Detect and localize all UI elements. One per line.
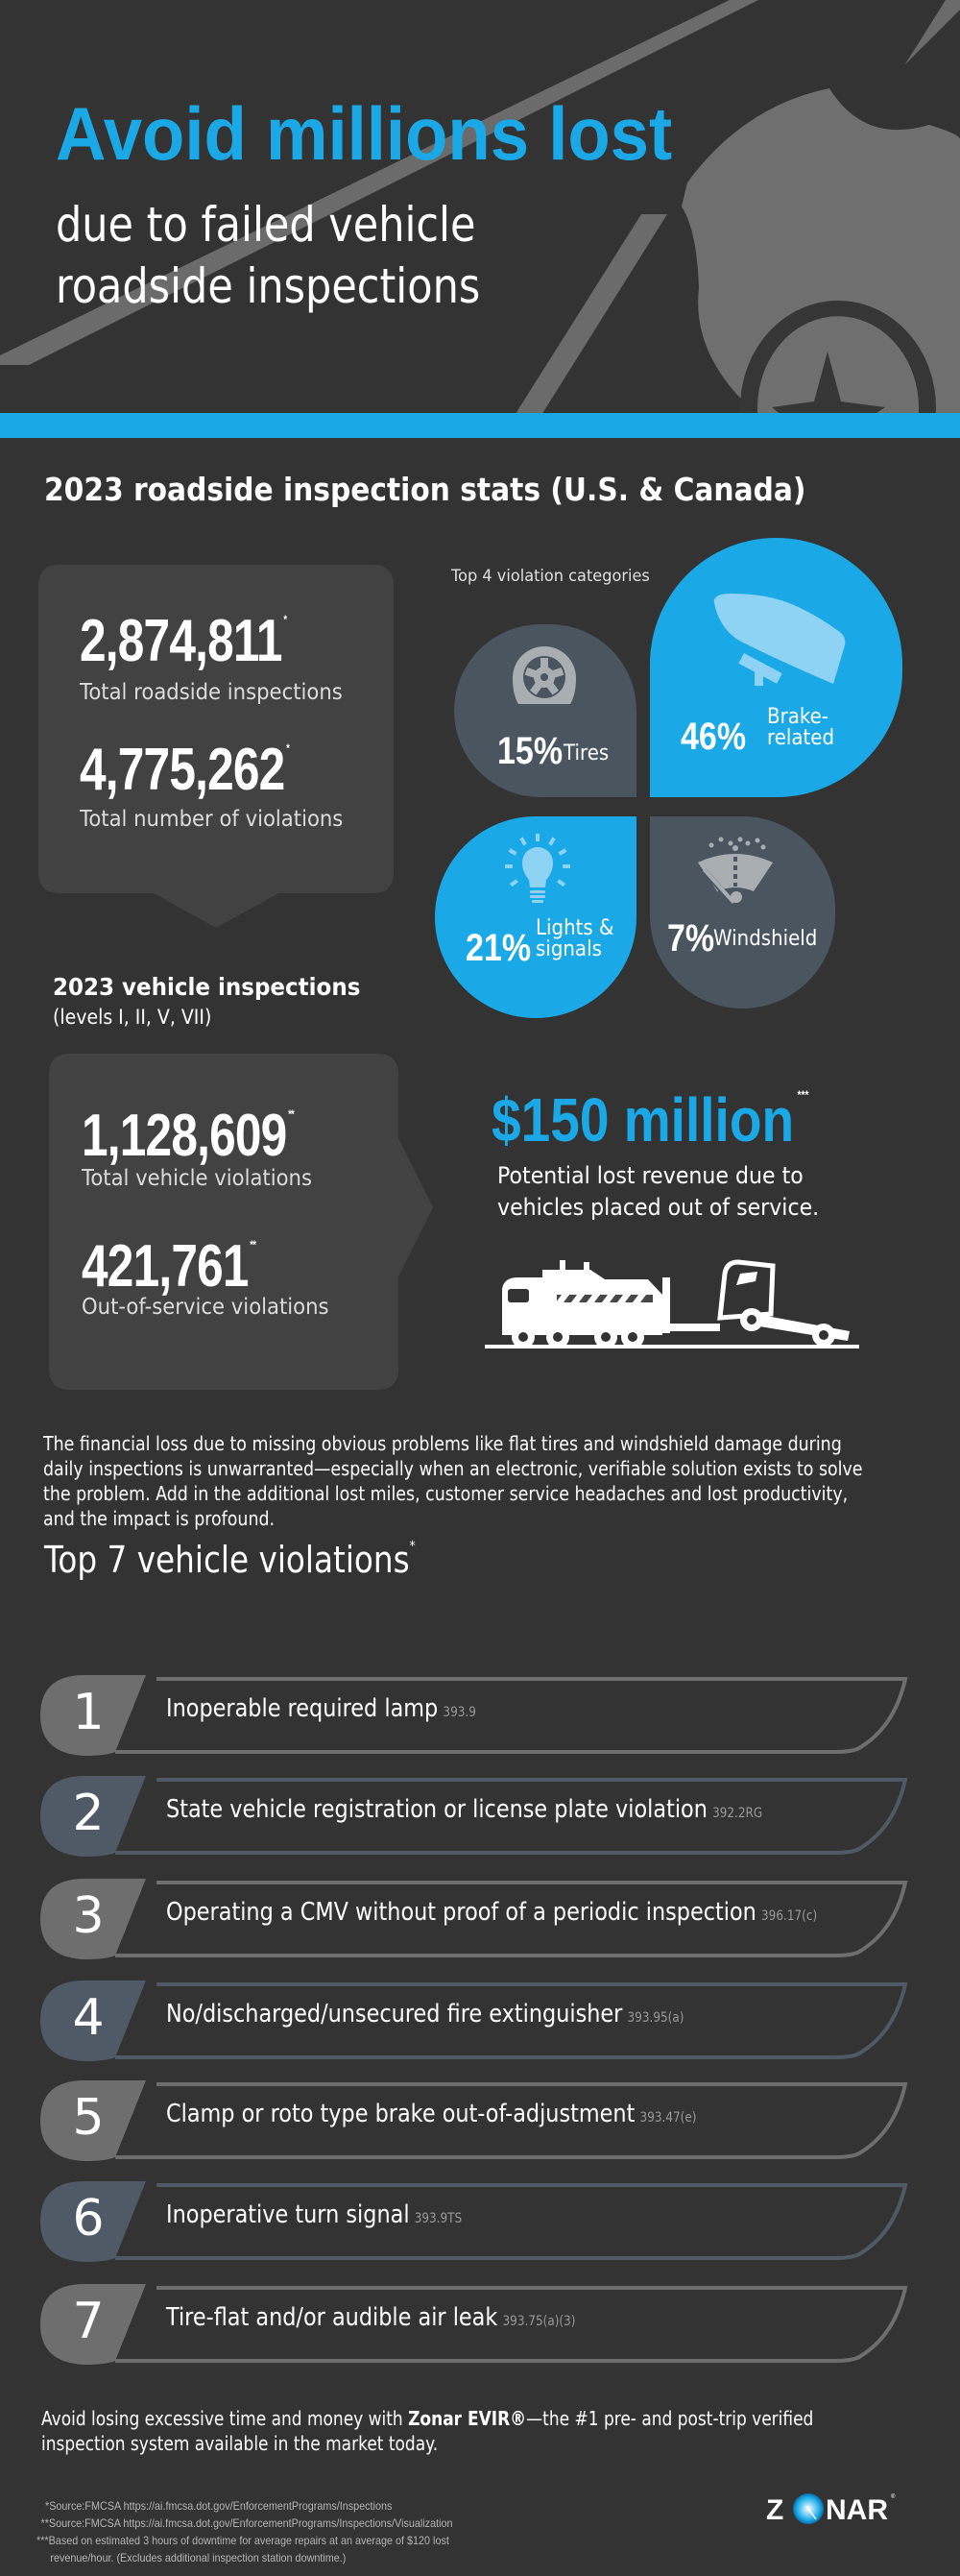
footnote-3-cont: revenue/hour. (Excludes additional inspection station downtime.) <box>50 2551 347 2564</box>
violation-text: Operating a CMV without proof of a periodic inspection 396.17(c) <box>166 1898 818 1927</box>
violation-text: Inoperable required lamp 393.9 <box>166 1694 476 1723</box>
lost-revenue-amount: $150 million *** <box>492 1085 809 1154</box>
brand-name: Zonar EVIR® <box>408 2407 527 2430</box>
category-brake-related <box>650 538 902 797</box>
windshield-label: Windshield <box>713 927 818 951</box>
violation-row <box>0 2278 960 2365</box>
brake-percent: 46% <box>681 716 747 758</box>
rank-number: 5 <box>72 2089 105 2147</box>
category-windshield <box>650 816 835 1009</box>
violation-code: 392.2RG <box>712 1806 763 1821</box>
roadside-stats-title: 2023 roadside inspection stats (U.S. & Canada) <box>44 471 806 508</box>
violation-text: State vehicle registration or license plate violation 392.2RG <box>166 1795 763 1824</box>
violation-row-shape <box>0 2175 960 2262</box>
top7-title: Top 7 vehicle violations* <box>44 1539 416 1581</box>
violation-row <box>0 1873 960 1959</box>
windshield-wiper-icon <box>696 836 775 905</box>
violation-row <box>0 2075 960 2161</box>
tires-label: Tires <box>564 741 610 766</box>
rank-number: 6 <box>72 2190 105 2248</box>
total-inspections-value: 2,874,811 * <box>80 608 287 674</box>
accent-divider-bar <box>0 413 960 438</box>
lights-percent: 21% <box>466 927 532 969</box>
total-inspections-label: Total roadside inspections <box>80 680 343 705</box>
windshield-percent: 7% <box>667 917 715 960</box>
violation-row <box>0 2175 960 2262</box>
tow-truck-icon <box>485 1258 859 1349</box>
hero-subtitle <box>56 194 480 317</box>
violation-text: Clamp or roto type brake out-of-adjustment 393.47(e) <box>166 2100 697 2128</box>
footnote-2: **Source:FMCSA https://ai.fmcsa.dot.gov/EnforcementPrograms/Inspections/Visualization <box>40 2516 453 2530</box>
foot-on-brake-pedal-icon <box>712 594 852 690</box>
violation-row <box>0 1975 960 2061</box>
hero-subtitle-line-1: due to failed vehicle <box>56 197 476 253</box>
lost-revenue-description: Potential lost revenue due to vehicles placed out of service. <box>497 1162 820 1221</box>
svg-text:®: ® <box>891 2494 896 2500</box>
footnotes <box>36 2497 453 2566</box>
total-violations-label: Total number of violations <box>80 807 344 832</box>
light-bulb-icon <box>502 834 573 911</box>
vehicle-inspections-title: 2023 vehicle inspections <box>53 973 361 1001</box>
violation-code: 393.75(a)(3) <box>502 2314 576 2329</box>
out-of-service-violations-value: 421,761 ** <box>82 1233 256 1300</box>
footnote-3: ***Based on estimated 3 hours of downtime for average repairs at an average of $120 lost <box>36 2534 449 2547</box>
rank-number: 3 <box>72 1887 105 1945</box>
hero-subtitle-line-2: roadside inspections <box>56 258 481 314</box>
total-vehicle-violations-label: Total vehicle violations <box>82 1166 312 1191</box>
vehicle-inspections-subtitle: (levels I, II, V, VII) <box>53 1006 212 1029</box>
lights-label: Lights & signals <box>536 916 614 961</box>
rank-number: 1 <box>72 1684 105 1741</box>
tires-percent: 15% <box>497 730 564 772</box>
financial-loss-paragraph: The financial loss due to missing obvious problems like flat tires and windshield damage during daily inspections is unwarranted—especially when an electronic, verifiable solution exists to solve the problem. Add in the additional lost miles, customer service headaches and lost productivity, and the impact is profound. <box>43 1432 863 1530</box>
violation-code: 393.47(e) <box>639 2110 697 2126</box>
hero-banner <box>0 0 960 413</box>
out-of-service-violations-label: Out-of-service violations <box>82 1295 329 1320</box>
violation-code: 393.9 <box>443 1705 476 1720</box>
svg-text:Z: Z <box>766 2494 784 2526</box>
zonar-logo <box>764 2485 899 2531</box>
violation-code: 393.9TS <box>414 2211 463 2226</box>
rank-number: 4 <box>72 1989 105 2047</box>
violation-text: No/discharged/unsecured fire extinguisher 393.95(a) <box>166 2000 684 2029</box>
violation-code: 393.95(a) <box>627 2010 684 2026</box>
violation-row-shape <box>0 1669 960 1756</box>
category-lights-signals <box>435 816 636 1018</box>
zonar-logo-mark <box>764 2485 899 2531</box>
total-vehicle-violations-value: 1,128,609 ** <box>82 1103 294 1169</box>
flat-tire-icon <box>507 641 582 716</box>
violation-categories-caption: Top 4 violation categories <box>451 567 650 586</box>
category-tires <box>454 624 636 797</box>
rank-number: 2 <box>72 1785 105 1842</box>
total-violations-value: 4,775,262 * <box>80 737 289 803</box>
violation-text: Inoperative turn signal 393.9TS <box>166 2200 463 2229</box>
svg-text:NAR: NAR <box>826 2494 888 2526</box>
cta-text: Avoid losing excessive time and money with Zonar EVIR®—the #1 pre- and post-trip verified inspection system available in the market today. <box>41 2407 814 2455</box>
violation-text: Tire-flat and/or audible air leak 393.75(a)(3) <box>166 2303 576 2332</box>
brake-label: Brake- related <box>767 705 835 750</box>
violation-row <box>0 1770 960 1857</box>
footnote-1: *Source:FMCSA https://ai.fmcsa.dot.gov/EnforcementPrograms/Inspections <box>45 2499 393 2513</box>
violation-row <box>0 1669 960 1756</box>
violation-code: 396.17(c) <box>761 1908 818 1924</box>
rank-number: 7 <box>72 2293 105 2350</box>
police-badge-star-icon <box>682 88 960 413</box>
hero-title: Avoid millions lost <box>56 91 673 176</box>
